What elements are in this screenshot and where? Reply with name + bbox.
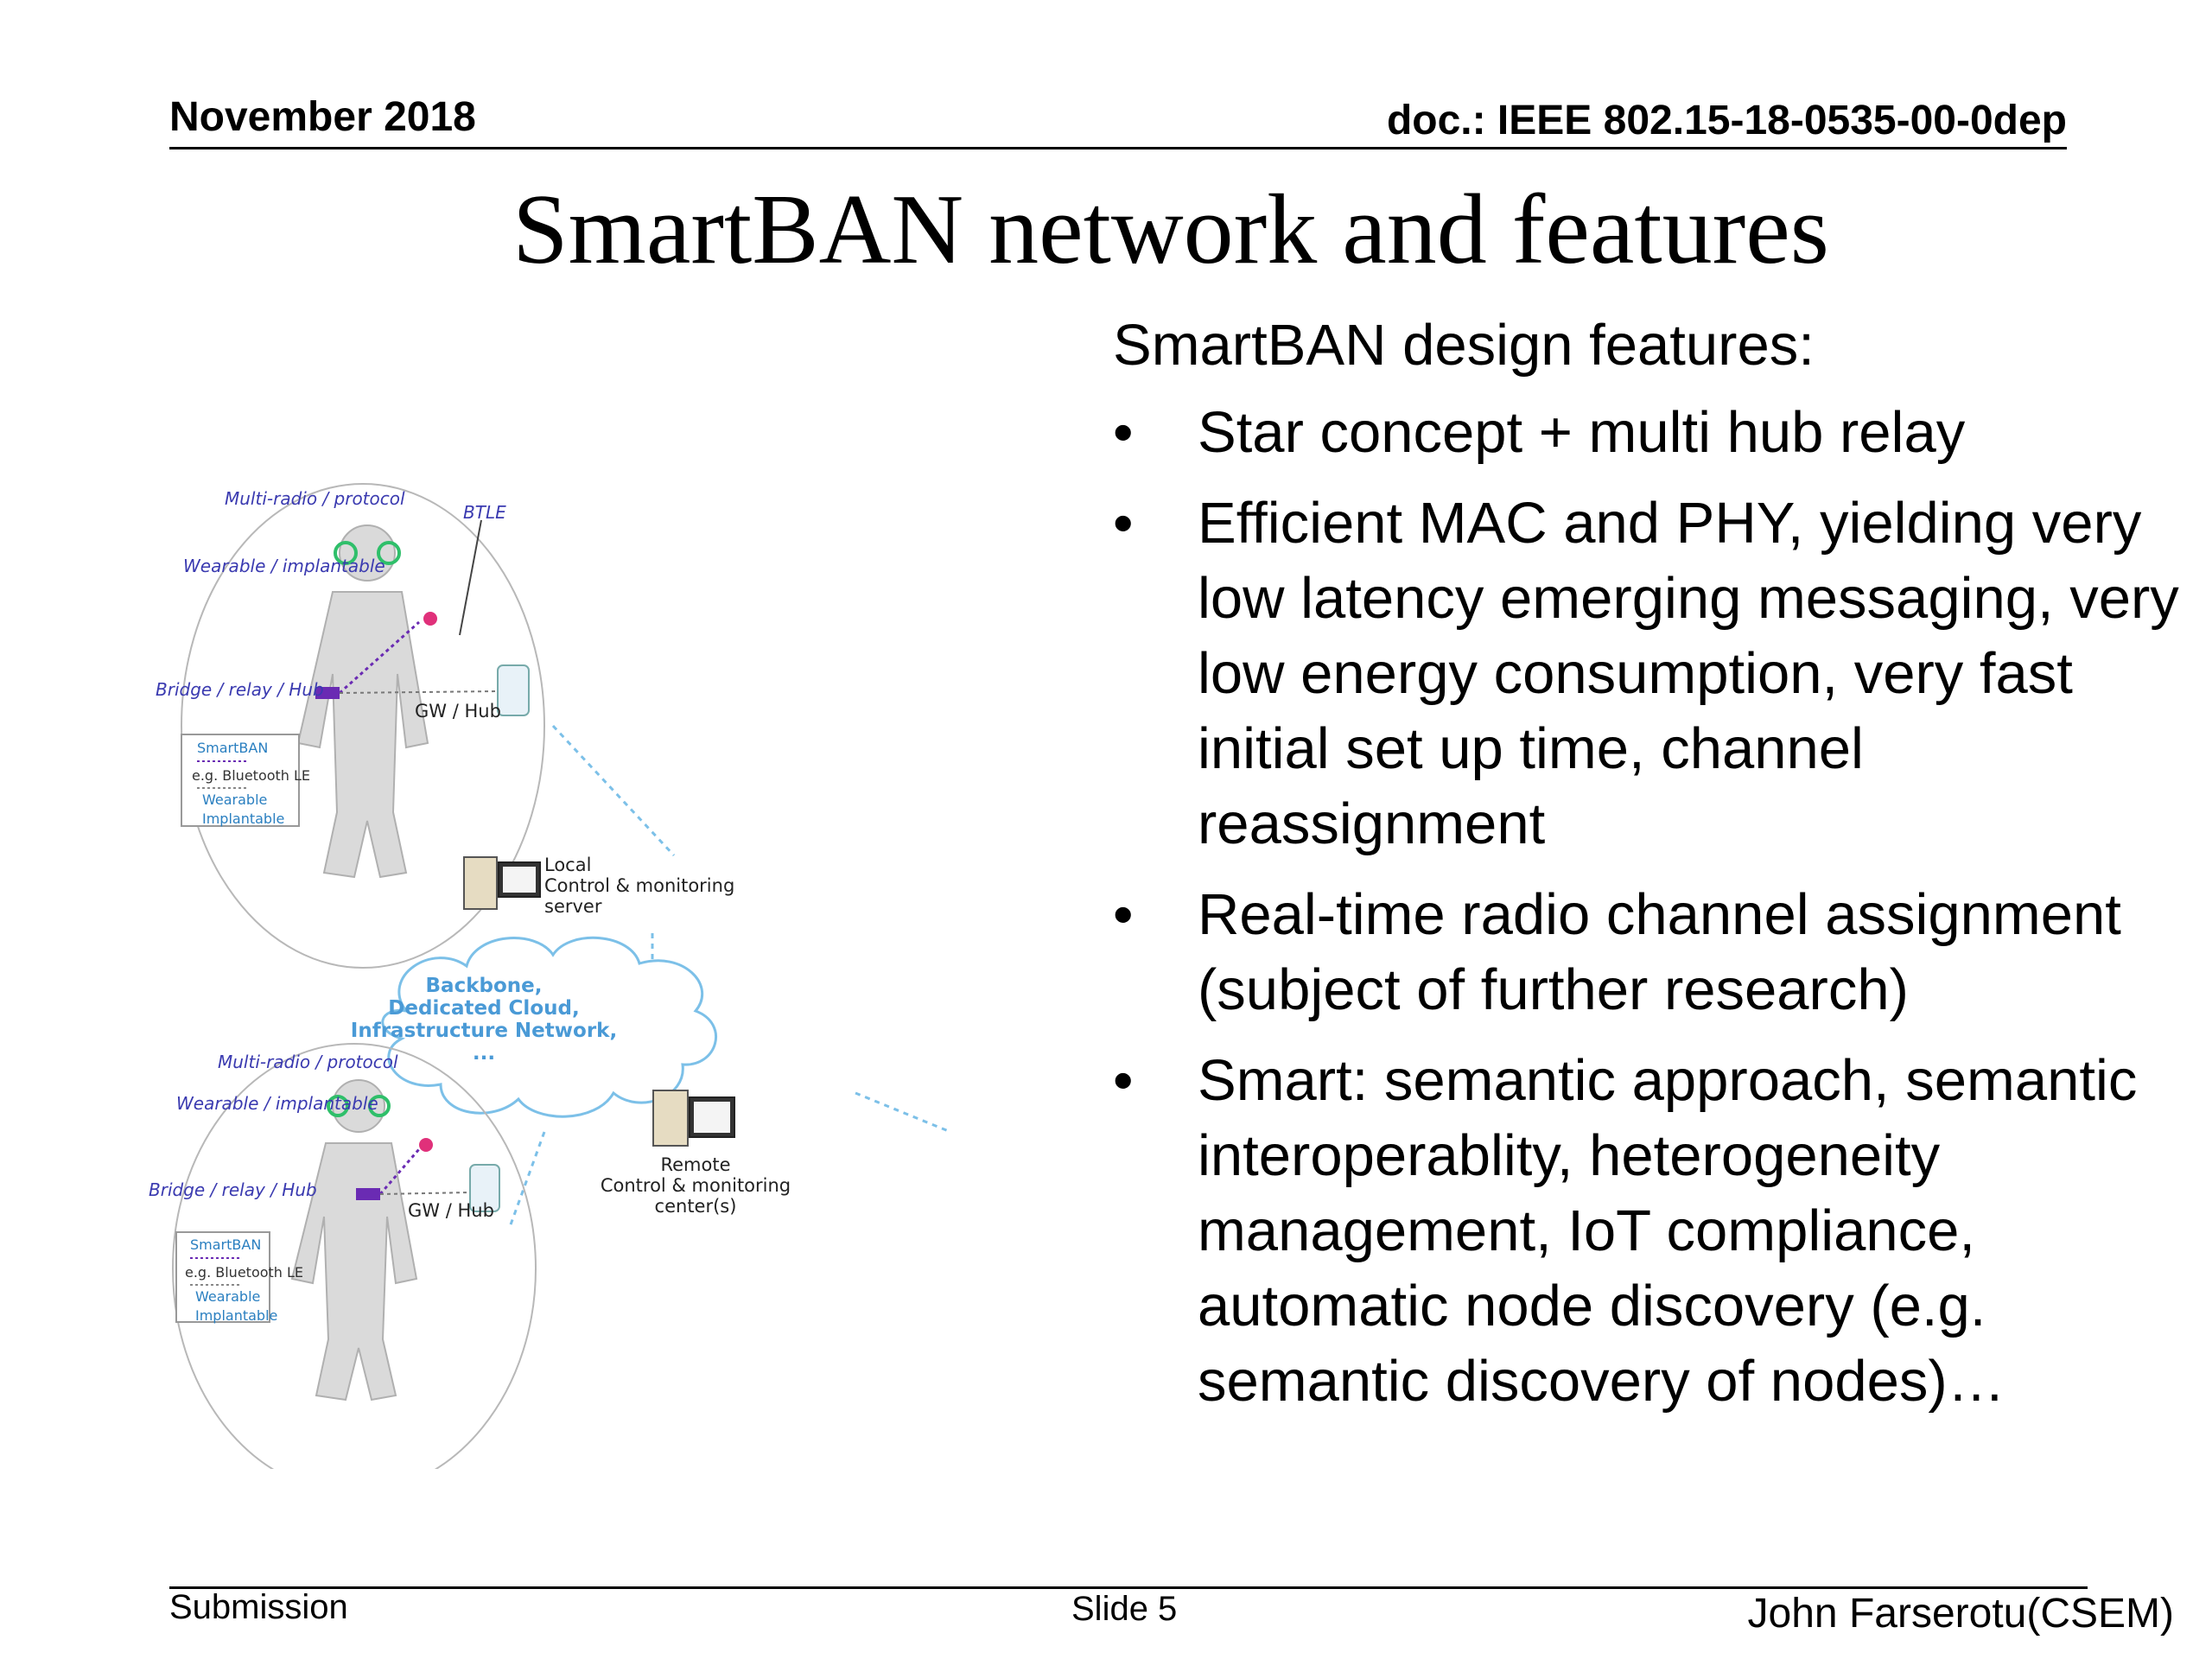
cloud-label-line1: Backbone,: [425, 975, 543, 997]
legend-wearable: Wearable: [195, 1288, 261, 1305]
link-cloud-gw: [510, 1132, 544, 1227]
legend-implantable: Implantable: [195, 1307, 278, 1324]
smartban-network-diagram: [86, 449, 1123, 1469]
cloud-label-line2: Dedicated Cloud,: [388, 997, 580, 1020]
implant-sensor-icon: [423, 612, 437, 626]
slide-title: SmartBAN network and features: [512, 175, 1829, 285]
bullet-icon: •: [1113, 882, 1134, 947]
feature-list: [1113, 308, 2184, 1434]
btle-pointer: [460, 520, 481, 635]
legend-bluetooth: e.g. Bluetooth LE: [185, 1264, 304, 1281]
label-gw-bottom: GW / Hub: [408, 1200, 494, 1221]
bullet-icon: •: [1113, 400, 1134, 465]
hub-device-icon: [356, 1188, 380, 1200]
bullet-text: Star concept + multi hub relay: [1198, 400, 1966, 465]
label-bridge-bottom: Bridge / relay / Hub: [149, 1179, 317, 1200]
bullet-item: [1113, 395, 2184, 470]
legend-smartban: SmartBAN: [197, 740, 269, 756]
link-cloud-remote: [855, 1093, 950, 1132]
cloud-label-line3: Infrastructure Network,: [350, 1020, 618, 1042]
bullet-text: Real-time radio channel assignment (subject of further research): [1198, 882, 2121, 1022]
bullet-icon: •: [1113, 491, 1134, 556]
label-bridge-top: Bridge / relay / Hub: [156, 679, 324, 700]
feature-bullets: [1113, 395, 2184, 1419]
feature-list-heading: SmartBAN design features:: [1113, 313, 1815, 378]
remote-center-icon: [653, 1090, 734, 1146]
bullet-item: [1113, 1043, 2184, 1419]
footer-submission: Submission: [169, 1588, 348, 1626]
human-figure-icon: [292, 1080, 416, 1400]
gateway-device-icon: [498, 665, 529, 715]
label-wearable-bottom: Wearable / implantable: [176, 1093, 378, 1114]
implant-sensor-icon: [419, 1138, 433, 1152]
label-multi-radio-bottom: Multi-radio / protocol: [218, 1052, 398, 1072]
footer-slide-number: Slide 5: [1071, 1590, 1178, 1628]
header-date: November 2018: [169, 94, 476, 140]
label-multi-radio-top: Multi-radio / protocol: [225, 488, 405, 509]
header-doc-id: doc.: IEEE 802.15-18-0535-00-0dep: [1386, 98, 2067, 143]
bullet-item: [1113, 486, 2184, 861]
label-wearable-top: Wearable / implantable: [183, 556, 385, 576]
footer-author: John Farserotu(CSEM): [1747, 1591, 2174, 1637]
local-server-label-line1: Local: [544, 855, 592, 875]
local-server-icon: [464, 857, 540, 909]
remote-center-label-line2: Control & monitoring: [600, 1175, 791, 1196]
legend-box-bottom: [176, 1232, 303, 1324]
legend-implantable: Implantable: [202, 810, 285, 827]
label-btle: BTLE: [463, 502, 506, 523]
bullet-text: Efficient MAC and PHY, yielding very low latency emerging messaging, very low energy consumption, very fast initial set up time, channel reassignment: [1198, 491, 2179, 856]
footer-rule: [169, 1586, 2088, 1589]
link-gw-local: [553, 726, 674, 855]
bullet-text: Smart: semantic approach, semantic interoperablity, heterogeneity management, IoT compliance, automatic node discovery (e.g. semantic discovery of nodes)…: [1198, 1048, 2138, 1414]
label-gw-top: GW / Hub: [415, 701, 501, 721]
local-server-label-line2: Control & monitoring: [544, 875, 735, 896]
legend-box-top: [181, 734, 310, 827]
local-server-label-line3: server: [544, 896, 602, 917]
remote-center-label-line1: Remote: [660, 1154, 731, 1175]
human-figure-icon: [298, 525, 428, 877]
legend-smartban: SmartBAN: [190, 1236, 262, 1253]
legend-bluetooth: e.g. Bluetooth LE: [192, 767, 311, 784]
bullet-icon: •: [1113, 1048, 1134, 1113]
legend-wearable: Wearable: [202, 791, 268, 808]
remote-center-label-line3: center(s): [654, 1196, 737, 1217]
header-rule: [169, 147, 2067, 149]
cloud-label-line4: ...: [472, 1042, 496, 1065]
bullet-item: [1113, 877, 2184, 1027]
